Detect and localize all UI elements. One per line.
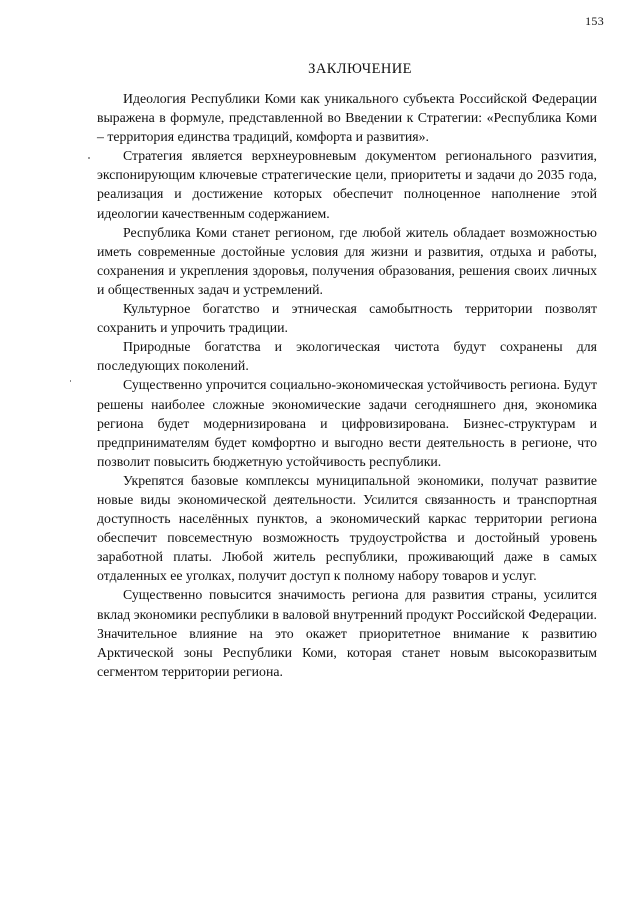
paragraph-municipal: Укрепятся базовые комплексы муниципальной экономики, получат развитие новые виды экономической деятельности. Усилится связанность и транспортная доступность населённых пунктов, а экономический каркас территории региона обеспечит повсеместную возможность трудоустройства и достойный уровень заработной платы. Любой житель республики, проживающий даже в самых отдаленных ее уголках, получит доступ к полному набору товаров и услуг. (97, 472, 597, 584)
paragraph-economy: Существенно упрочится социально-экономическая устойчивость региона. Будут решены наиболее сложные экономические задачи сегодняшнего дня, экономика региона будет модернизирована и цифровизирована. Бизнес-структурам и предпринимателям будет комфортно и выгодно вести деятельность в регионе, что позволит повысить бюджетную устойчивость республики. (97, 377, 597, 469)
page-number: 153 (585, 14, 604, 28)
scan-artifact-mark (70, 380, 71, 382)
paragraph-culture: Культурное богатство и этническая самобытность территории позволят сохранить и упрочить традиции. (97, 301, 597, 336)
scan-artifact-mark (88, 157, 90, 159)
paragraph-nature: Природные богатства и экологическая чистота будут сохранены для последующих поколений. (97, 339, 597, 374)
paragraph-significance: Существенно повысится значимость региона для развития страны, усилится вклад экономики республики в валовой внутренний продукт Российской Федерации. Значительное влияние на это окажет приоритетное внимание к развитию Арктической зоны Республики Коми, которая станет новым высокоразвитым сегментом территории региона. (97, 587, 597, 679)
paragraph-strategy: Стратегия является верхнеуровневым документом регионального разvития, экспонирующим ключевые стратегические цели, приоритеты и задачи до 2035 года, реализация и достижение которых обеспечит полноценное наполнение этой идеологии качественным содержанием. (97, 148, 597, 221)
conclusion-body (97, 89, 597, 681)
paragraph-ideology: Идеология Республики Коми как уникального субъекта Российской Федерации выражена в формуле, представленной во Введении к Стратегии: «Республика Коми – территория единства традиций, комфорта и развития». (97, 91, 597, 145)
section-title: ЗАКЛЮЧЕНИЕ (308, 61, 412, 77)
paragraph-region-living: Республика Коми станет регионом, где любой житель обладает возможностью иметь современные достойные условия для жизни и развития, отдыха и работы, сохранения и укрепления здоровья, получения образования, решения своих личных и общественных задач и устремлений. (97, 224, 597, 297)
